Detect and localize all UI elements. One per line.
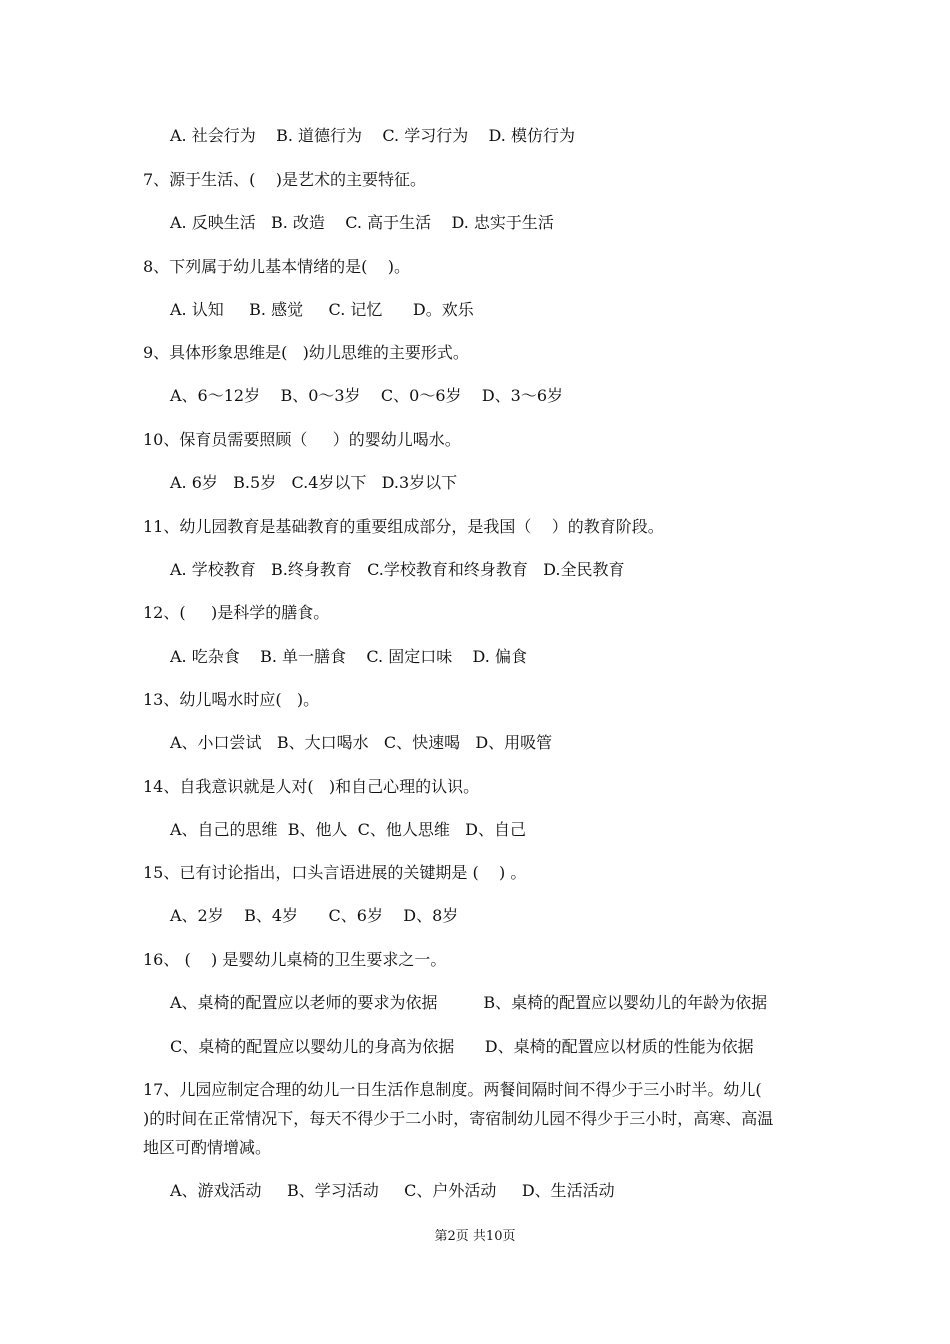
question-17-line2: )的时间在正常情况下，每天不得少于二小时，寄宿制幼儿园不得少于三小时，高寒、高温 bbox=[143, 1109, 774, 1128]
q15-options: A、2岁 B、4岁 C、6岁 D、8岁 bbox=[170, 906, 459, 925]
question-14: 14、自我意识就是人对( )和自己心理的认识。 bbox=[143, 777, 480, 796]
q10-options: A. 6岁 B.5岁 C.4岁以下 D.3岁以下 bbox=[170, 473, 458, 492]
q14-options: A、自己的思维 B、他人 C、他人思维 D、自己 bbox=[170, 820, 526, 839]
question-17-line3: 地区可酌情增减。 bbox=[143, 1138, 272, 1157]
question-12: 12、( )是科学的膳食。 bbox=[143, 603, 330, 622]
page-number-footer: 第2页 共10页 bbox=[434, 1229, 516, 1244]
q8-options: A. 认知 B. 感觉 C. 记忆 D。欢乐 bbox=[170, 300, 474, 319]
question-13: 13、幼儿喝水时应( )。 bbox=[143, 690, 320, 709]
q16-options-ab: A、桌椅的配置应以老师的要求为依据 B、桌椅的配置应以婴幼儿的年龄为依据 bbox=[170, 993, 768, 1012]
q9-options: A、6～12岁 B、0～3岁 C、0～6岁 D、3～6岁 bbox=[170, 386, 564, 405]
question-15: 15、已有讨论指出，口头言语进展的关键期是 ( ) 。 bbox=[143, 863, 527, 882]
q13-options: A、小口尝试 B、大口喝水 C、快速喝 D、用吸管 bbox=[170, 733, 553, 752]
q16-options-cd: C、桌椅的配置应以婴幼儿的身高为依据 D、桌椅的配置应以材质的性能为依据 bbox=[170, 1037, 754, 1056]
question-10: 10、保育员需要照顾（ ）的婴幼儿喝水。 bbox=[143, 430, 461, 449]
question-7: 7、源于生活、( )是艺术的主要特征。 bbox=[143, 170, 427, 189]
question-17-line1: 17、儿园应制定合理的幼儿一日生活作息制度。两餐间隔时间不得少于三小时半。幼儿( bbox=[143, 1080, 762, 1099]
question-16: 16、 ( ) 是婴幼儿桌椅的卫生要求之一。 bbox=[143, 950, 447, 969]
q12-options: A. 吃杂食 B. 单一膳食 C. 固定口味 D. 偏食 bbox=[170, 647, 527, 666]
question-9: 9、具体形象思维是( )幼儿思维的主要形式。 bbox=[143, 343, 469, 362]
q6-options: A. 社会行为 B. 道德行为 C. 学习行为 D. 模仿行为 bbox=[170, 126, 575, 145]
q11-options: A. 学校教育 B.终身教育 C.学校教育和终身教育 D.全民教育 bbox=[170, 560, 625, 579]
question-8: 8、下列属于幼儿基本情绪的是( )。 bbox=[143, 257, 411, 276]
question-11: 11、幼儿园教育是基础教育的重要组成部分，是我国（ ）的教育阶段。 bbox=[143, 517, 664, 536]
q17-options: A、游戏活动 B、学习活动 C、户外活动 D、生活活动 bbox=[170, 1181, 615, 1200]
q7-options: A. 反映生活 B. 改造 C. 高于生活 D. 忠实于生活 bbox=[170, 213, 554, 232]
